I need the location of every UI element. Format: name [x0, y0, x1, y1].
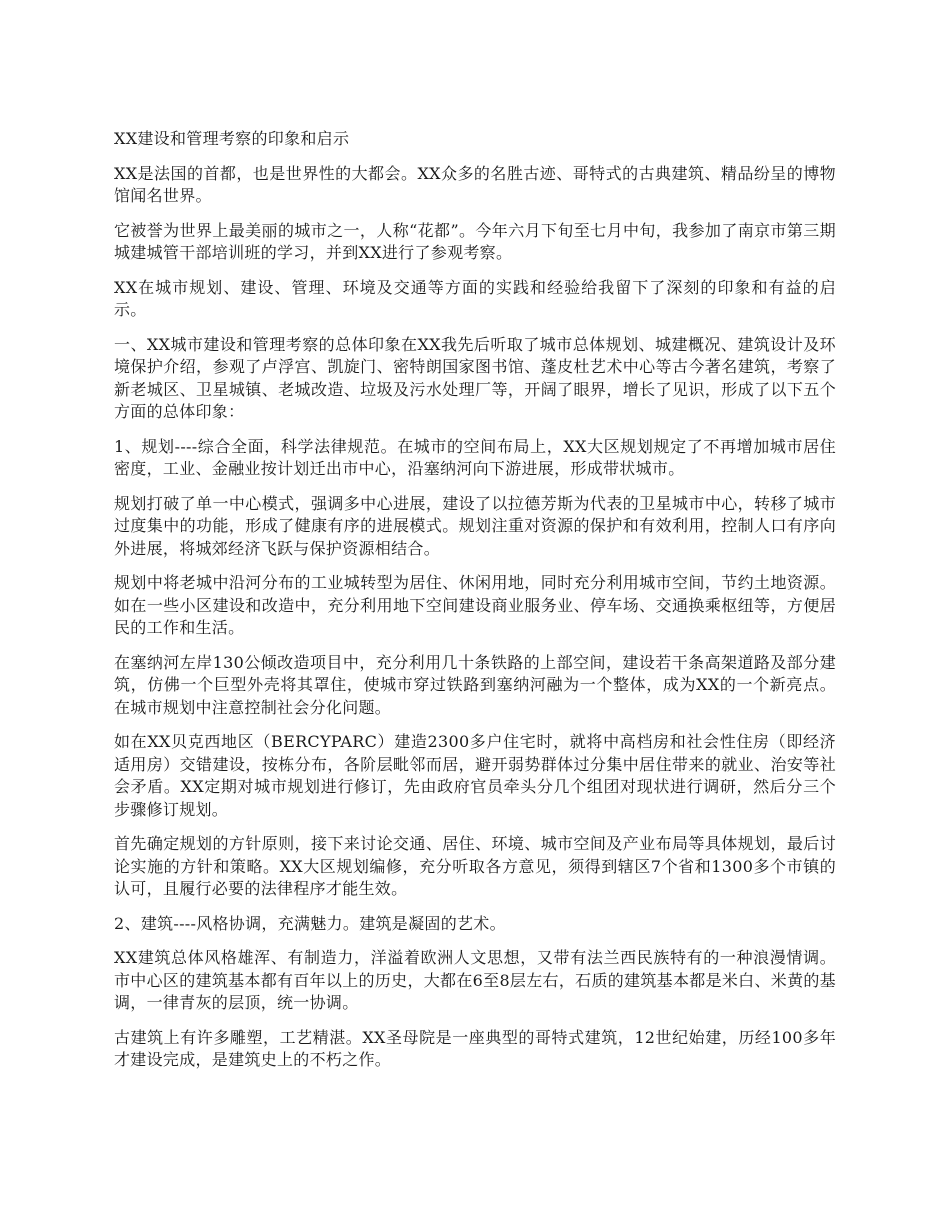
paragraph: XX建筑总体风格雄浑、有制造力，洋溢着欧洲人文思想，又带有法兰西民族特有的一种浪漫情调。市中心区的建筑基本都有百年以上的历史，大都在6至8层左右，石质的建筑基本都是米白、米黄的基调，一律青灰的层顶，统一协调。 [114, 948, 836, 1012]
paragraph: 2、建筑----风格协调，充满魅力。建筑是凝固的艺术。 [114, 913, 506, 933]
paragraph: 它被誉为世界上最美丽的城市之一，人称“花都”。今年六月下旬至七月中旬，我参加了南京市第三期城建城管干部培训班的学习，并到XX进行了参观考察。 [114, 220, 836, 262]
paragraph: 一、XX城市建设和管理考察的总体印象在XX我先后听取了城市总体规划、城建概况、建筑设计及环境保护介绍，参观了卢浮宫、凯旋门、密特朗国家图书馆、蓬皮杜艺术中心等古今著名建筑，考察了新老城区、卫星城镇、老城改造、垃圾及污水处理厂等，开阔了眼界，增长了见识，形成了以下五个方面的总体印象： [114, 334, 836, 421]
paragraph: 古建筑上有许多雕塑，工艺精湛。XX圣母院是一座典型的哥特式建筑，12世纪始建，历经100多年才建设完成，是建筑史上的不朽之作。 [114, 1027, 836, 1069]
paragraph: XX在城市规划、建设、管理、环境及交通等方面的实践和经验给我留下了深刻的印象和有益的启示。 [114, 277, 836, 319]
paragraph: 在塞纳河左岸130公倾改造项目中，充分利用几十条铁路的上部空间，建设若干条高架道路及部分建筑，仿佛一个巨型外壳将其罩住，使城市穿过铁路到塞纳河融为一个整体，成为XX的一个新亮点。在城市规划中注意控制社会分化问题。 [114, 652, 836, 717]
paragraph: 如在XX贝克西地区（BERCYPARC）建造2300多户住宅时，就将中高档房和社会性住房（即经济适用房）交错建设，按栋分布，各阶层毗邻而居，避开弱势群体过分集中居住带来的就业、治安等社会矛盾。XX定期对城市规划进行修订，先由政府官员牵头分几个组团对现状进行调研，然后分三个步骤修订规划。 [114, 732, 836, 819]
document-title: XX建设和管理考察的印象和启示 [114, 129, 350, 148]
paragraph: 规划中将老城中沿河分布的工业城转型为居住、休闲用地，同时充分利用城市空间，节约土地资源。如在一些小区建设和改造中，充分利用地下空间建设商业服务业、停车场、交通换乘枢纽等，方便居民的工作和生活。 [114, 573, 836, 637]
paragraph: 首先确定规划的方针原则，接下来讨论交通、居住、环境、城市空间及产业布局等具体规划，最后讨论实施的方针和策略。XX大区规划编修，充分听取各方意见，须得到辖区7个省和1300多个市镇的认可，且履行必要的法律程序才能生效。 [114, 834, 836, 898]
document-body [114, 128, 836, 1084]
paragraph: XX是法国的首都，也是世界性的大都会。XX众多的名胜古迹、哥特式的古典建筑、精品纷呈的博物馆闻名世界。 [114, 163, 836, 205]
paragraph: 1、规划----综合全面，科学法律规范。在城市的空间布局上，XX大区规划规定了不再增加城市居住密度，工业、金融业按计划迁出市中心，沿塞纳河向下游进展，形成带状城市。 [114, 436, 836, 478]
paragraph: 规划打破了单一中心模式，强调多中心进展，建设了以拉德芳斯为代表的卫星城市中心，转移了城市过度集中的功能，形成了健康有序的进展模式。规划注重对资源的保护和有效利用，控制人口有序向外进展，将城郊经济飞跃与保护资源相结合。 [114, 493, 836, 558]
